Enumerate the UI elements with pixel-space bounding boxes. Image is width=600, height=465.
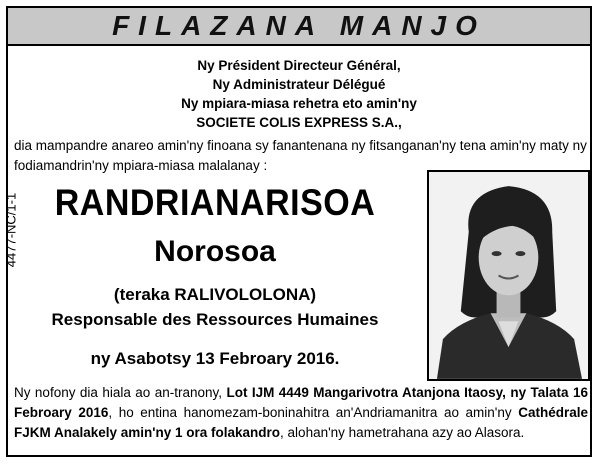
intro-block xyxy=(8,56,590,132)
portrait-photo xyxy=(427,170,590,381)
closing-part-3: , ho entina hanomezam-boninahitra an'Andriamanitra ao amin'ny xyxy=(108,405,519,420)
closing-part-5: , alohan'ny hametrahana azy ao Alasora. xyxy=(280,425,525,440)
reference-code-text: 4477-NC/1-1 xyxy=(3,192,19,268)
deceased-role: Responsable des Ressources Humaines xyxy=(51,310,379,329)
deceased-surname: RANDRIANARISOA xyxy=(54,182,376,224)
closing-part-1: Ny nofony dia hiala ao an-tranony, xyxy=(14,385,227,400)
intro-line-4: SOCIETE COLIS EXPRESS S.A., xyxy=(196,115,402,130)
notice-header xyxy=(8,8,590,46)
deceased-maiden-name: (teraka RALIVOLOLONA) xyxy=(113,285,317,304)
funeral-details xyxy=(14,383,588,443)
intro-line-3: Ny mpiara-miasa rehetra eto amin'ny xyxy=(181,96,417,111)
intro-line-2: Ny Administrateur Délégué xyxy=(212,77,386,92)
portrait-icon xyxy=(429,172,588,379)
deceased-given-name: Norosoa xyxy=(154,235,276,268)
announcement-line-1: dia mampandre anareo amin'ny finoana sy fanantenana ny fitsanganan'ny tena amin'ny maty ny xyxy=(14,138,587,153)
intro-line-1: Ny Président Directeur Général, xyxy=(197,58,401,73)
closing-church: Cathédrale FJKM Analakely amin'ny 1 ora folakandro xyxy=(14,405,588,440)
announcement-line-2: fodiamandrin'ny mpiara-miasa malalanay : xyxy=(14,158,268,173)
closing-address: Lot IJM 4449 Mangarivotra Atanjona Itaosy, ny Talata 16 Febroary 2016 xyxy=(14,385,588,420)
header-title: FILAZANA MANJO xyxy=(112,10,486,41)
death-date: ny Asabotsy 13 Febroary 2016. xyxy=(90,349,340,368)
reference-code xyxy=(1,180,21,280)
